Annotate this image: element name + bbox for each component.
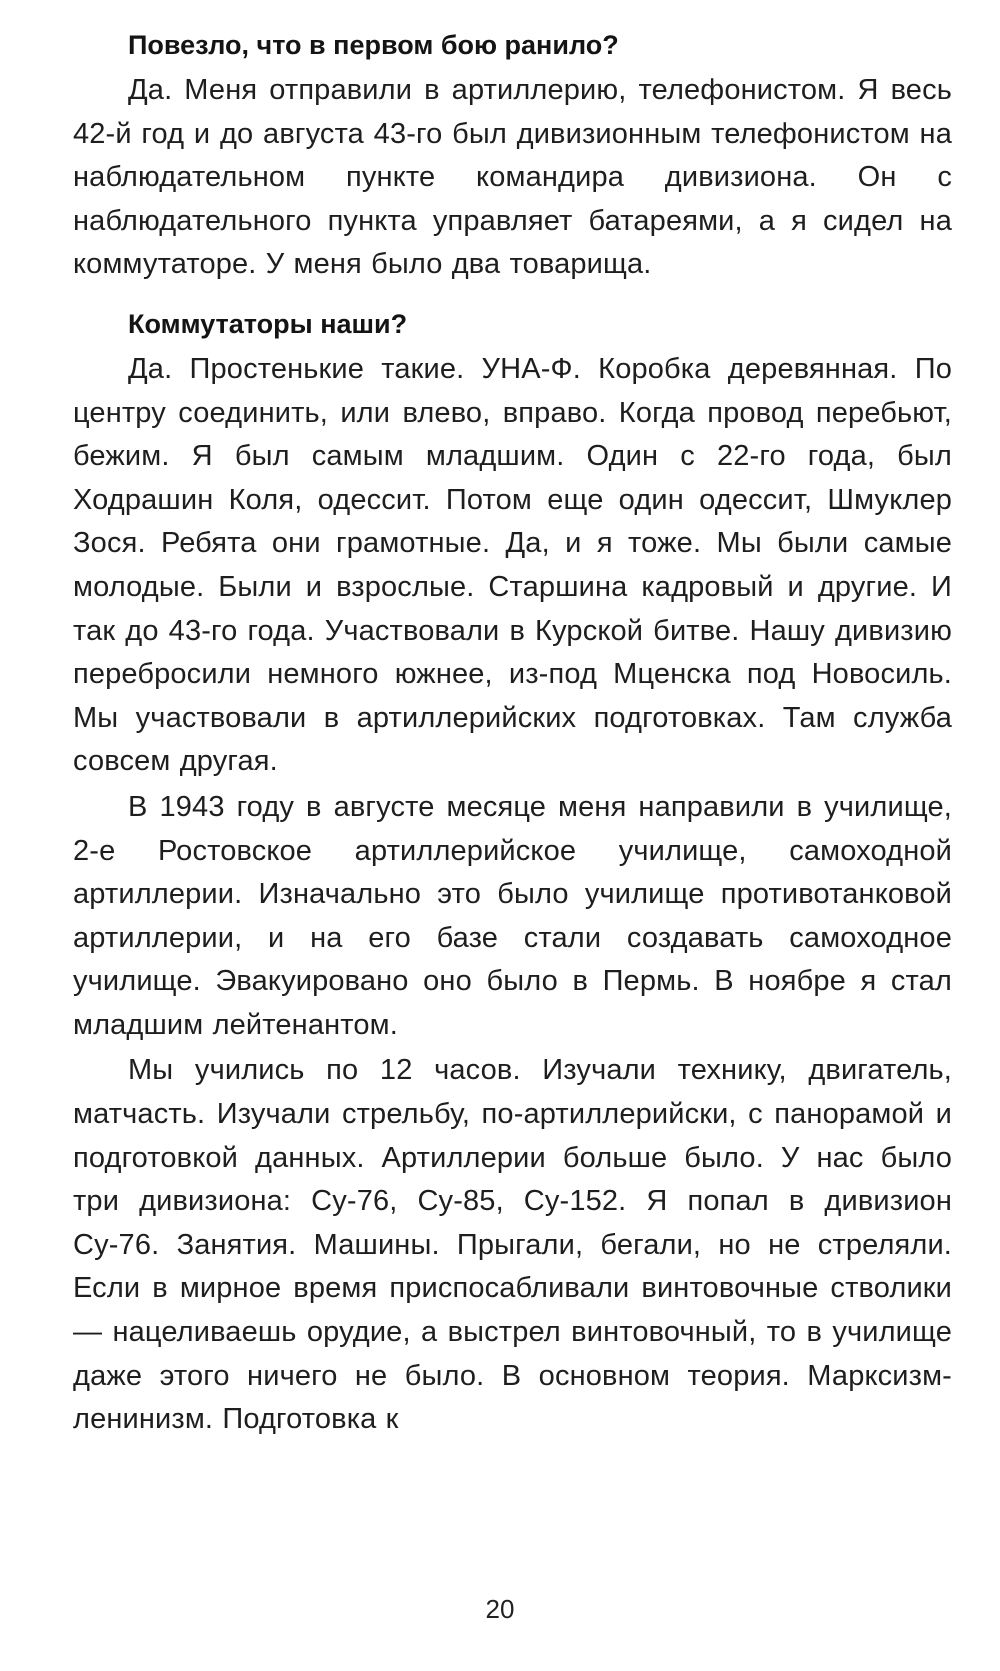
interview-question: Коммутаторы наши? <box>128 308 408 339</box>
interview-question: Повезло, что в первом бою ранило? <box>128 30 619 60</box>
answer-paragraph: Да. Простенькие такие. УНА-Ф. Коробка деревянная. По центру соединить, или влево, вправо. Когда провод перебьют, бежим. Я был самым младшим. Один с 22-го года, был Ходрашин Коля, одессит. Потом еще один одессит, Шмуклер Зося. Ребята они грамотные. Да, и я тоже. Мы были самые молодые. Были и взрослые. Старшина кадровый и другие. И так до 43-го года. Участвовали в Курской битве. Нашу дивизию перебросили немного южнее, из-под Мценска под Новосиль. Мы участвовали в артиллерийских подготовках. Там служба совсем другая. <box>73 352 952 778</box>
answer-paragraph: В 1943 году в августе месяце меня направили в училище, 2-е Ростовское артиллерийское училище, самоходной артиллерии. Изначально это было училище противотанковой артиллерии, и на его базе стали создавать самоходное училище. Эвакуировано оно было в Пермь. В ноябре я стал младшим лейтенантом. <box>73 790 952 1041</box>
page-number: 20 <box>485 1594 515 1624</box>
answer-paragraph: Да. Меня отправили в артиллерию, телефонистом. Я весь 42-й год и до августа 43-го был дивизионным телефонистом на наблюдательном пункте командира дивизиона. Он с наблюдательного пункта управляет батареями, а я сидел на коммутаторе. У меня было два товарища. <box>73 74 952 281</box>
answer-paragraph: Мы учились по 12 часов. Изучали технику, двигатель, матчасть. Изучали стрельбу, по-артиллерийски, с панорамой и подготовкой данных. Артиллерии больше было. У нас было три дивизиона: Су-76, Су-85, Су-152. Я попал в дивизион Су-76. Занятия. Машины. Прыгали, бегали, но не стреляли. Если в мирное время приспосабливали винтовочные стволики — нацеливаешь орудие, а выстрел винтовочный, то в училище даже этого ничего не было. В основном теория. Марксизм-ленинизм. Подготовка к <box>73 1054 952 1436</box>
section-gap <box>73 289 952 303</box>
